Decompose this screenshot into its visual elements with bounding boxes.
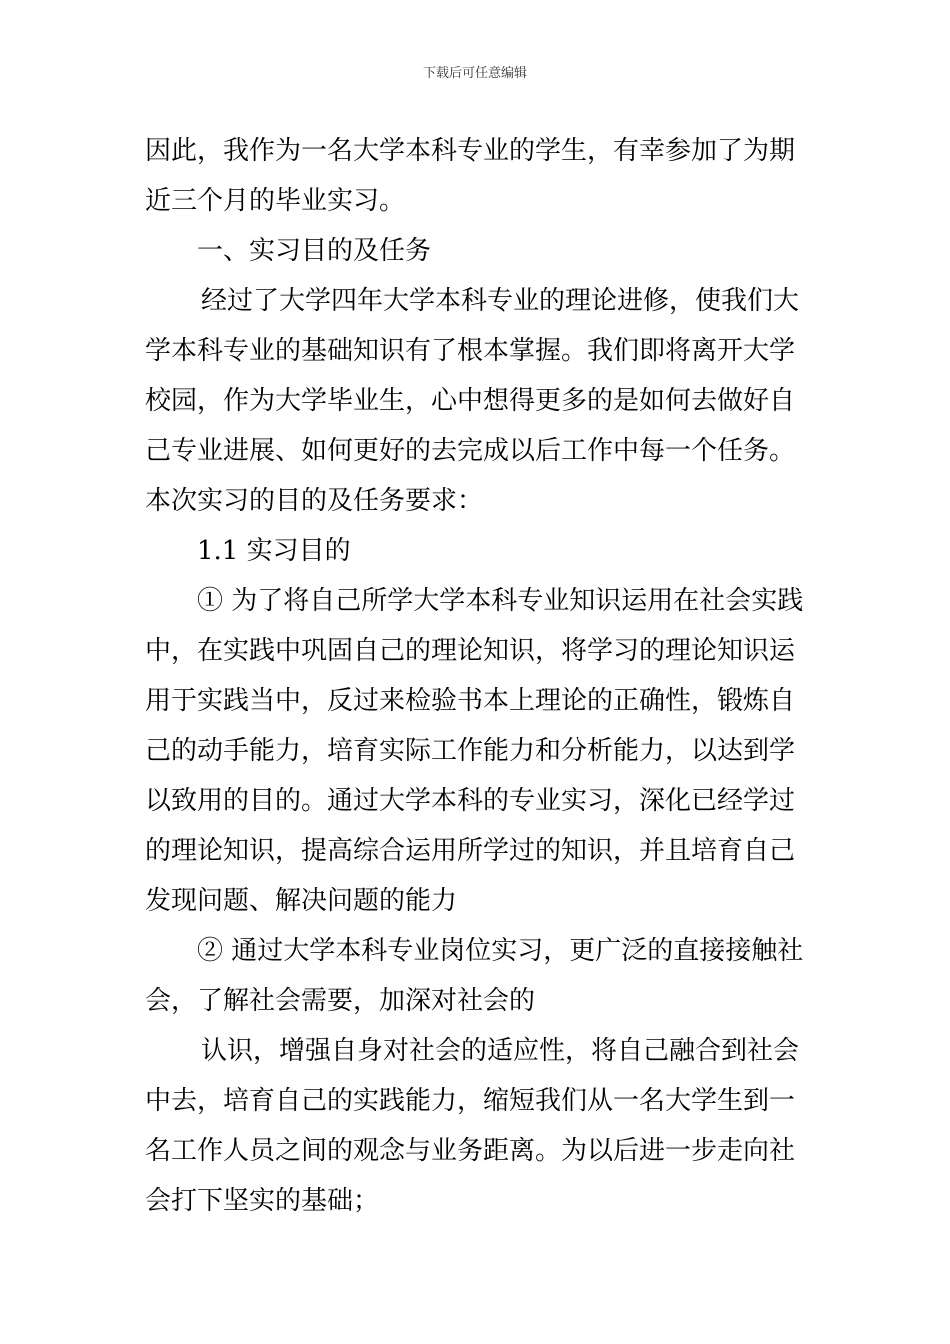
text-line: 用于实践当中，反过来检验书本上理论的正确性，锻炼自 (145, 686, 796, 716)
document-body (145, 126, 810, 1226)
text-line: ① 为了将自己所学大学本科专业知识运用在社会实践 (197, 586, 804, 616)
text-line: 学本科专业的基础知识有了根本掌握。我们即将离开大学 (145, 336, 796, 366)
text-line: 己的动手能力，培育实际工作能力和分析能力，以达到学 (145, 736, 796, 766)
text-line: 己专业进展、如何更好的去完成以后工作中每一个任务。 (145, 436, 796, 466)
subsection-heading: 1.1 实习目的 (197, 536, 351, 566)
text-line: 近三个月的毕业实习。 (145, 186, 406, 216)
text-line: 以致用的目的。通过大学本科的专业实习，深化已经学过 (145, 786, 796, 816)
text-line: 因此，我作为一名大学本科专业的学生，有幸参加了为期 (145, 136, 796, 166)
text-line: 发现问题、解决问题的能力 (145, 886, 458, 916)
text-line: 名工作人员之间的观念与业务距离。为以后进一步走向社 (145, 1136, 796, 1166)
text-line: 认识，增强自身对社会的适应性，将自己融合到社会 (201, 1036, 800, 1066)
text-line: 会，了解社会需要，加深对社会的 (145, 986, 536, 1016)
text-line: 的理论知识，提高综合运用所学过的知识，并且培育自己 (145, 836, 796, 866)
text-line: 中，在实践中巩固自己的理论知识，将学习的理论知识运 (145, 636, 796, 666)
text-line: 中去，培育自己的实践能力，缩短我们从一名大学生到一 (145, 1086, 796, 1116)
text-line: 本次实习的目的及任务要求： (145, 486, 484, 516)
text-line: 经过了大学四年大学本科专业的理论进修，使我们大 (201, 286, 800, 316)
text-line: 会打下坚实的基础； (145, 1186, 380, 1216)
page-header-note: 下载后可任意编辑 (422, 66, 527, 81)
section-heading: 一、实习目的及任务 (197, 236, 432, 266)
text-line: ② 通过大学本科专业岗位实习，更广泛的直接接触社 (197, 936, 804, 966)
text-line: 校园，作为大学毕业生，心中想得更多的是如何去做好自 (145, 386, 796, 416)
